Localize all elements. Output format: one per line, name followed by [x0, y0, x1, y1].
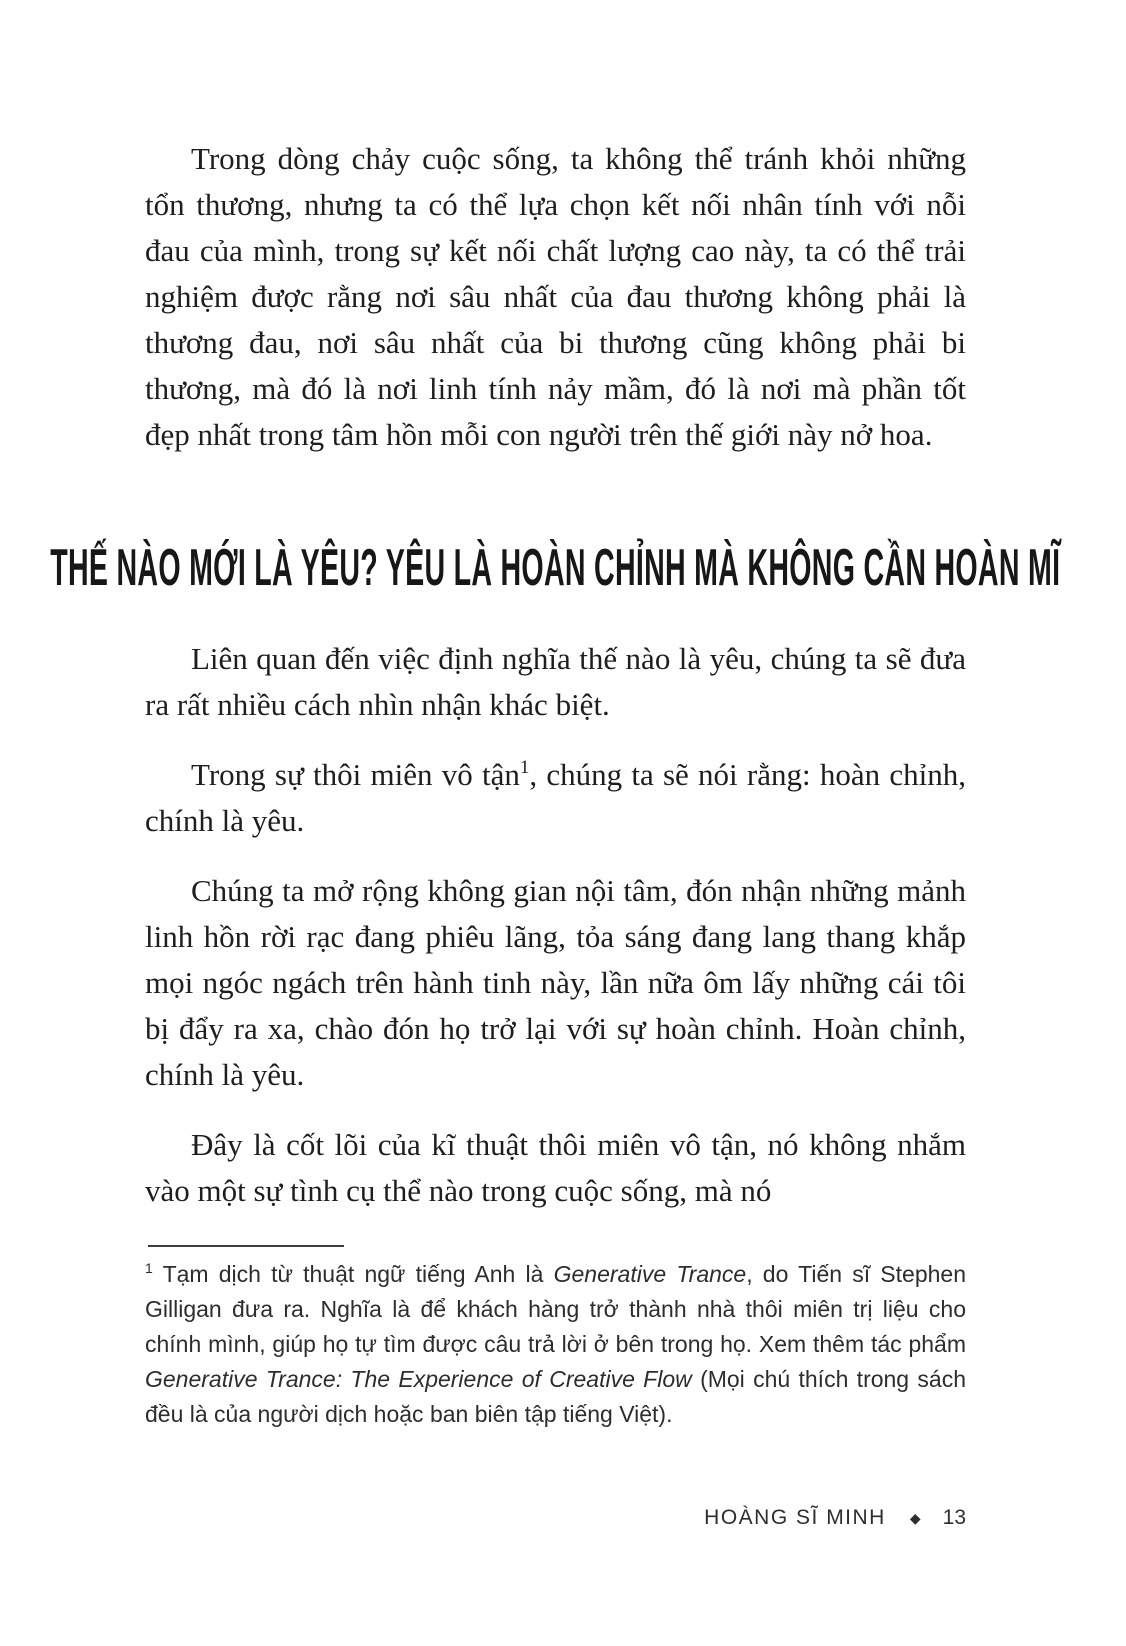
paragraph-define-love: Liên quan đến việc định nghĩa thế nào là yêu, chúng ta sẽ đưa ra rất nhiều cách nhìn nhận khác biệt. — [145, 641, 966, 722]
footnote-text-2: , do Tiến sĩ Stephen Gilligan đưa ra. Nghĩa là để khách hàng trở thành nhà thôi miên trị liệu cho chính mình, giúp họ tự tìm được câu trả lời ở bên trong họ. Xem thêm tác phẩm — [145, 1261, 966, 1357]
footnote — [145, 1257, 966, 1432]
footnote-divider — [148, 1245, 344, 1247]
footnote-text-1: Tạm dịch từ thuật ngữ tiếng Anh là — [152, 1261, 554, 1287]
paragraph-trance-text: Trong sự thôi miên vô tận — [191, 757, 520, 792]
author-name: HOÀNG SĨ MINH — [704, 1506, 886, 1529]
footnote-term-italic-2: Generative Trance: The Experience of Creative Flow — [145, 1366, 692, 1392]
footnote-term-italic-1: Generative Trance — [553, 1261, 747, 1287]
footnote-reference: 1 — [519, 757, 530, 778]
section-heading-row — [50, 539, 1061, 597]
paragraph-expand: Chúng ta mở rộng không gian nội tâm, đón nhận những mảnh linh hồn rời rạc đang phiêu lãng, tỏa sáng đang lang thang khắp mọi ngóc ngách trên hành tinh này, lần nữa ôm lấy những cái tôi bị đẩy ra xa, chào đón họ trở lại với sự hoàn chỉnh. Hoàn chỉnh, chính là yêu. — [145, 873, 966, 1092]
paragraph-trance-continuation: , chúng ta sẽ nói rằng: hoàn chỉnh, chính là yêu. — [145, 757, 966, 838]
diamond-icon: ◆ — [909, 1509, 921, 1526]
paragraph-opening: Trong dòng chảy cuộc sống, ta không thể tránh khỏi những tổn thương, nhưng ta có thể lựa chọn kết nối nhân tính với nỗi đau của mình, trong sự kết nối chất lượng cao này, ta có thể trải nghiệm được rằng nơi sâu nhất của đau thương không phải là thương đau, nơi sâu nhất của bi thương cũng không phải bi thương, mà đó là nơi linh tính nảy mầm, đó là nơi mà phần tốt đẹp nhất trong tâm hồn mỗi con người trên thế giới này nở hoa. — [145, 141, 966, 452]
paragraph-core: Đây là cốt lõi của kĩ thuật thôi miên vô tận, nó không nhắm vào một sự tình cụ thể nào trong cuộc sống, mà nó — [145, 1127, 966, 1208]
footnote-marker: 1 — [145, 1260, 153, 1276]
paragraph-trance — [145, 752, 966, 844]
section-heading: THẾ NÀO MỚI LÀ YÊU? YÊU LÀ HOÀN CHỈNH MÀ KHÔNG CẦN HOÀN MĨ — [50, 539, 1061, 597]
page-number: 13 — [942, 1506, 966, 1529]
page-footer — [704, 1506, 966, 1530]
footnote-text-3: (Mọi chú thích trong sách đều là của người dịch hoặc ban biên tập tiếng Việt). — [145, 1366, 966, 1427]
